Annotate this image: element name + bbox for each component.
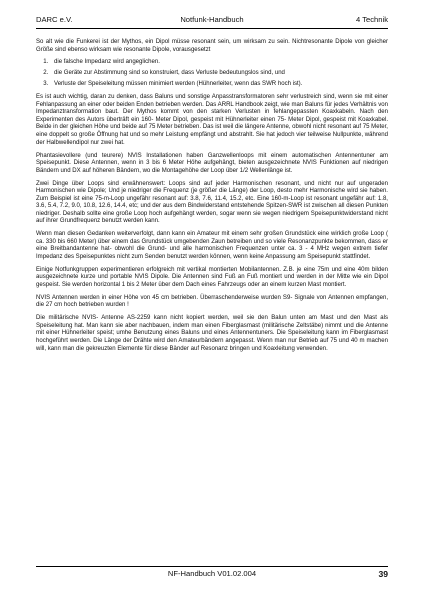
- footer-divider: [36, 566, 388, 567]
- conditions-list: [36, 59, 388, 88]
- page-number: 39: [378, 569, 388, 579]
- page-header: [36, 15, 388, 29]
- page-content: [36, 39, 388, 358]
- paragraph-nvis-installations: Phantasievollere (und teurere) NVIS Installationen haben Ganzwellenloops mit einem automatischen Antennentuner am Speisepunkt. Diese Antennen, wenn in 3 bis 6 Meter Höhe aufgehängt, bieten ausgezeichnete NVIS Funktionen auf niedrigen Bändern und DX auf höheren Bändern, wo die Montagehöhe der Loop über 1/2 Wellenlänge ist.: [36, 152, 388, 174]
- header-divider: [36, 28, 388, 29]
- list-item: 1. die falsche Impedanz wird angeglichen.: [50, 59, 388, 67]
- list-item: 3. Verluste der Speiseleitung müssen minimiert werden (Hühnerleiter, wenn das SWR hoch ist).: [50, 81, 388, 89]
- paragraph-baluns: Es ist auch wichtig, daran zu denken, dass Baluns und sonstige Anpasstransformatoren sehr verlustreich sind, wenn sie mit einer Fehlanpassung an einer oder beiden Enden betrieben werden. Das ARRL Handbook zeigt, wie man Baluns für jedes Verhältnis von Impedanztransformation baut. Der Mythos kommt von den starken Verlusten in fehlangepassten Koaxkabeln. Nach den Experimenten des Autors überträft ein 160- Meter Dipol, gespeist mit Hühnerleiter einen 75- Meter Dipol, gespeist mit Koaxkabel. Beide in der gleichen Höhe und beide auf 75 Meter betrieben. Das ist weil die längere Antenne, obwohl nicht resonant auf 75 Meter, eine doppelt so große Öffnung hat und so mehr Leistung empfängt und abstrahlt. Sie hat jedoch vier teilweise Nullpunkte, während der Halbwellendipol nur zwei hat.: [36, 94, 388, 146]
- paragraph-antenna-height: NVIS Antennen werden in einer Höhe von 45 cm betrieben. Überraschenderweise wurden S9- Signale von Antennen empfangen, die 27 cm hoch betrieben wurden !: [36, 294, 388, 309]
- paragraph-mobile-antennas: Einige Notfunkgruppen experimentieren erfolgreich mit vertikal montierten Mobilantennen. Z.B. je eine 75m und eine 40m bilden ausgezeichnete kurze und portable NVIS Dipole. Die Antennen sind Fuß an Fuß montiert und werden in der Mitte wie ein Dipol gespeist. Sie werden horizontal 1 bis 2 Meter über dem Dach eines Fahrzeugs oder an einem kurzen Mast montiert.: [36, 266, 388, 288]
- paragraph-large-loop: Wenn man diesen Gedanken weiterverfolgt, dann kann ein Amateur mit einem sehr großen Grundstück eine wirklich große Loop ( ca. 330 bis 660 Meter) über einem das Grundstück umgebenden Zaun betreiben und so viele Resonanzpunkte bekommen, dass er eine Breitbandantenne hat- obwohl die Grund- und alle harmonischen Frequenzen unter ca. 3 - 4 MHz wegen extrem tiefer Impedanz des Speisepunktes nicht zum Senden benutzt werden können, wenn keine Anpassung am Speisepunkt stattfindet.: [36, 231, 388, 260]
- paragraph-intro: So alt wie die Funkerei ist der Mythos, ein Dipol müsse resonant sein, um wirksam zu sein. Nichtresonante Dipole von gleicher Größe sind ebenso wirksam wie resonante Dipole, vorausgesetzt: [36, 39, 388, 53]
- list-item: 2. die Geräte zur Abstimmung sind so konstruiert, dass Verluste bedeutungslos sind, und: [50, 70, 388, 78]
- page-footer: [36, 569, 388, 583]
- header-chapter: 4 Technik: [356, 15, 388, 24]
- header-title: Notfunk-Handbuch: [180, 15, 244, 24]
- paragraph-military-antenna: Die militärische NVIS- Antenne AS-2259 kann nicht kopiert werden, weil sie den Balun unten am Mast und den Mast als Speiseleitung hat. Man kann sie aber nachbauen, indem man einen Fiberglasmast (militärische Zeltstäbe) nimmt und die Antenne mit einer Hühnerleiter speist; umhe Benutzung eines Baluns und eines Antennentuners. Die Speiseleitung kann im Fiberglasmast hochgeführt werden. Die Länge der Drähte wird den Amateurbändern angepasst. Wenn man nur Betrieb auf 75 und 40 m machen will, kann man die gekreuzten Elemente für diese Bänder auf Resonanz bringen und Koaxleitung verwenden.: [36, 315, 388, 352]
- header-organization: DARC e.V.: [36, 15, 73, 24]
- footer-version: NF-Handbuch V01.02.004: [167, 569, 257, 578]
- paragraph-loops: Zwei Dinge über Loops sind erwähnenswert: Loops sind auf jeder Harmonischen resonant, und nicht nur auf ungeraden Harmonischen wie Dipole; Und je niedriger die Frequenz (je größer die Länge) der Loop, desto mehr Harmonische wird sie haben. Zum Beispiel ist eine 75-m-Loop ungefähr resonant auf: 3.8, 7.6, 11.4, 15.2, etc. Eine 160-m-Loop ist resonant ungefähr auf: 1.8, 3.6, 5.4, 7.2, 9.0, 10.8, 12.6, 14.4, etc; und der aus dem Bindwiderstand entstehende Spitzen-SWR ist zwischen all diesen Punkten niedriger. Deshalb sollte eine große Loop hoch aufgehängt werden, sogar wenn sie wegen niedrigem Speisepunktwiderstand nicht auf ihrer Grundfrequenz benutzt werden kann.: [36, 180, 388, 225]
